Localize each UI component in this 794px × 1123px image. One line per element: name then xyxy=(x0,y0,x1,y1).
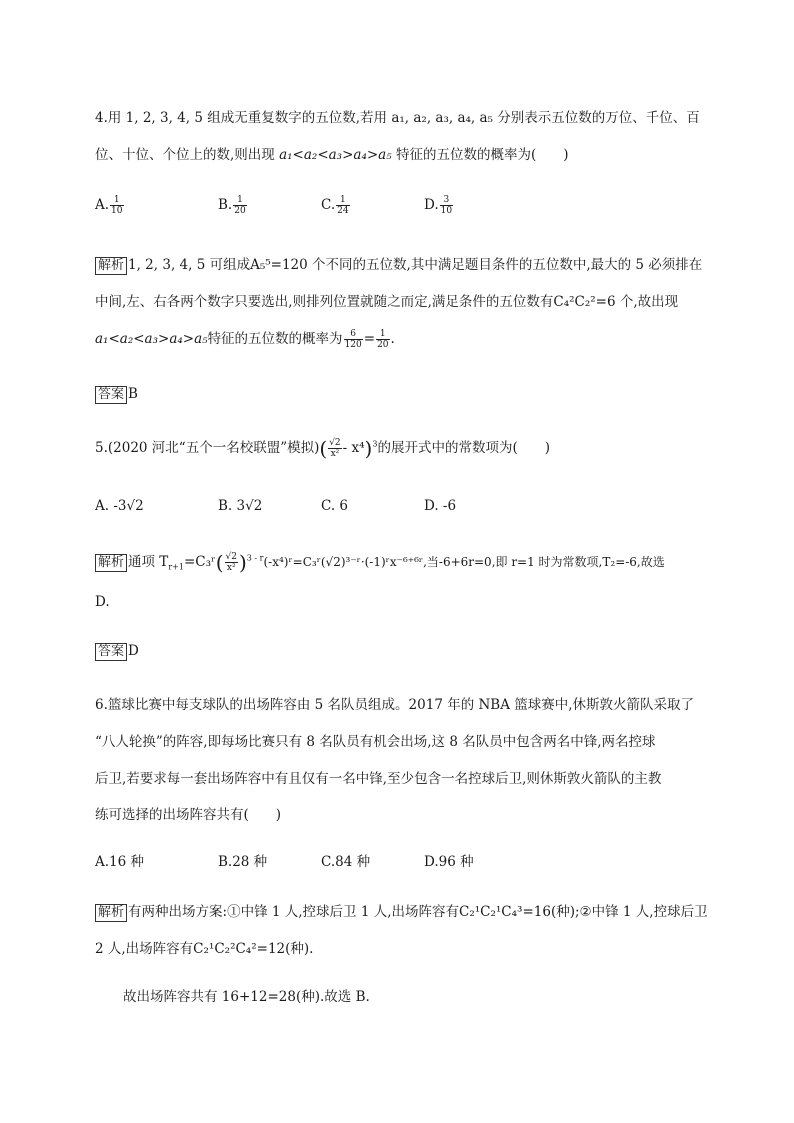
q6-option-d: D.96 种 xyxy=(424,854,474,870)
fraction-numerator: 1 xyxy=(233,195,246,206)
q5-stem-suffix: 的展开式中的常数项为( ) xyxy=(377,440,550,456)
answer-tag: 答案 xyxy=(95,386,127,404)
q6-analysis-line3: 故出场阵容共有 16+12=28(种).故选 B. xyxy=(123,989,370,1005)
q5-analysis-sub: r+1 xyxy=(168,562,184,572)
q5-analysis-a: 通项 T xyxy=(128,554,169,570)
fraction-denominator: x² xyxy=(330,449,340,459)
q6-stem-line1: 6.篮球比赛中每支球队的出场阵容由 5 名队员组成。2017 年的 NBA 篮球赛中,休斯敦火箭队采取了 xyxy=(95,697,695,713)
fraction-denominator: 10 xyxy=(111,206,123,216)
q5-answer: D xyxy=(128,643,139,659)
answer-tag: 答案 xyxy=(95,643,127,661)
q4-option-b-fraction xyxy=(233,195,246,216)
q5-analysis-d: (-x⁴)ʳ=C₃ʳ(√2)³⁻ʳ·(-1)ʳx⁻⁶⁺⁶ʳ,当-6+6r=0,即 r=1 时为常数项,T₂=-6,故选 xyxy=(263,555,665,569)
q5-option-a: A. -3√2 xyxy=(95,498,144,514)
fraction-denominator: 20 xyxy=(377,340,389,350)
fraction-numerator: 1 xyxy=(376,329,389,340)
q4-analysis-line3 xyxy=(95,327,395,350)
q4-option-c-label: C. xyxy=(321,197,336,213)
q4-answer-line xyxy=(95,386,138,404)
q5-analysis-line2: D. xyxy=(95,594,110,610)
fraction-numerator: √2 xyxy=(225,552,237,562)
q4-analysis-mid: 特征的五位数的概率为 xyxy=(207,331,343,347)
q4-option-a xyxy=(95,195,125,216)
fraction-numerator: 3 xyxy=(440,195,453,206)
q5-option-c: C. 6 xyxy=(321,498,349,514)
fraction-numerator: 1 xyxy=(336,195,349,206)
q6-option-c: C.84 种 xyxy=(321,854,371,870)
q6-stem-line3: 后卫,若要求每一套出场阵容中有且仅有一名中锋,至少包含一名控球后卫,则休斯敦火箭队的主教 xyxy=(95,771,662,787)
q4-option-c xyxy=(321,195,351,216)
q6-analysis-line2: 2 人,出场阵容有C₂¹C₂²C₄²=12(种). xyxy=(95,941,314,957)
right-paren: ) xyxy=(238,550,247,575)
q5-analysis-c: =C₃ʳ xyxy=(183,554,216,570)
q4-analysis-fraction-1 xyxy=(344,329,363,350)
q4-option-b-label: B. xyxy=(218,197,233,213)
fraction-denominator: 10 xyxy=(440,206,453,216)
q5-analysis-line1 xyxy=(95,550,665,575)
fraction-numerator: 1 xyxy=(110,195,123,206)
fraction-denominator: 20 xyxy=(234,206,246,216)
q4-option-b xyxy=(218,195,248,216)
q4-analysis-math: a₁<a₂<a₃>a₄>a₅ xyxy=(95,331,208,347)
analysis-tag: 解析 xyxy=(95,257,127,275)
left-paren: ( xyxy=(319,436,328,461)
q5-stem-prefix: 5.(2020 河北“五个一名校联盟”模拟) xyxy=(95,440,320,456)
q4-option-a-label: A. xyxy=(95,197,110,213)
q6-option-b: B.28 种 xyxy=(218,854,268,870)
q4-analysis-fraction-2 xyxy=(376,329,389,350)
q4-analysis-end: . xyxy=(390,331,395,347)
analysis-tag: 解析 xyxy=(95,904,127,922)
fraction-denominator: 120 xyxy=(344,340,362,350)
fraction-numerator: √2 xyxy=(329,438,341,448)
q5-expr-minus: - x⁴ xyxy=(342,440,365,456)
q4-option-d-label: D. xyxy=(424,197,439,213)
fraction-numerator: 6 xyxy=(344,329,363,340)
q5-answer-line xyxy=(95,643,139,661)
q4-stem-line2-prefix: 位、十位、个位上的数,则出现 xyxy=(95,147,275,163)
q5-stem xyxy=(95,436,550,461)
right-paren: ) xyxy=(364,436,373,461)
q4-stem-math: a₁<a₂<a₃>a₄>a₅ xyxy=(279,147,392,163)
q6-analysis-text1: 有两种出场方案:①中锋 1 人,控球后卫 1 人,出场阵容有C₂¹C₂¹C₄³=16(种);②中锋 1 人,控球后卫 xyxy=(128,904,708,920)
q4-analysis-line1 xyxy=(95,253,702,275)
q4-analysis-line2: 中间,左、右各两个数字只要选出,则排列位置就随之而定,满足条件的五位数有C₄²C₂²=6 个,故出现 xyxy=(95,294,679,310)
q5-expr-fraction xyxy=(328,438,341,459)
q4-analysis-text1: 1, 2, 3, 4, 5 可组成A₅⁵=120 个不同的五位数,其中满足题目条件的五位数中,最大的 5 必须排在 xyxy=(128,257,703,273)
q4-stem-line2-suffix: 特征的五位数的概率为( ) xyxy=(395,147,569,163)
q4-stem-line1: 4.用 1, 2, 3, 4, 5 组成无重复数字的五位数,若用 a₁, a₂, a₃, a₄, a₅ 分别表示五位数的万位、千位、百 xyxy=(95,110,700,126)
q4-analysis-eq: = xyxy=(363,331,376,347)
q4-option-c-fraction xyxy=(336,195,349,216)
q4-option-d-fraction xyxy=(440,195,453,216)
fraction-denominator: x² xyxy=(226,563,236,573)
q5-option-d: D. -6 xyxy=(424,498,457,514)
q6-stem-line2: “八人轮换”的阵容,即每场比赛只有 8 名队员有机会出场,这 8 名队员中包含两名中锋,两名控球 xyxy=(95,734,656,750)
q6-analysis-line1 xyxy=(95,900,708,922)
q6-option-a: A.16 种 xyxy=(95,854,145,870)
q5-expr-exponent: 3 xyxy=(372,439,378,449)
fraction-denominator: 24 xyxy=(337,206,349,216)
q6-stem-line4: 练可选择的出场阵容共有( ) xyxy=(95,807,282,823)
q4-stem-line2 xyxy=(95,143,569,163)
analysis-tag: 解析 xyxy=(95,554,127,572)
q4-answer: B xyxy=(128,386,138,402)
q5-analysis-exponent: 3 - r xyxy=(246,553,264,563)
q4-option-d xyxy=(424,195,454,216)
q5-option-b: B. 3√2 xyxy=(218,498,263,514)
q4-option-a-fraction xyxy=(110,195,123,216)
left-paren: ( xyxy=(215,550,224,575)
q5-analysis-fraction xyxy=(225,552,238,573)
